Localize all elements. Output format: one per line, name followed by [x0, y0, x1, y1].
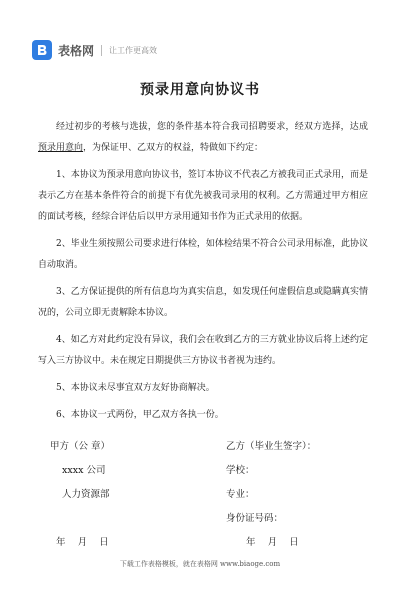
agreement-body	[38, 117, 368, 432]
intro-part1: 经过初步的考核与选拔，您的条件基本符合我司招聘要求，经双方选择，达成	[56, 122, 368, 132]
clause-6: 6、本协议一式两份，甲乙双方各执一份。	[56, 410, 224, 420]
clause-5: 5、本协议未尽事宜双方友好协商解决。	[56, 383, 215, 393]
clause-2: 2、毕业生须按照公司要求进行体检，如体检结果不符合公司录用标准，此协议自动取消。	[38, 239, 368, 270]
party-a-department: 人力资源部	[62, 489, 110, 500]
clause-4: 4、如乙方对此约定没有异议，我们会在收到乙方的三方就业协议后将上述约定写入三方协议中。未在规定日期提供三方协议书者视为违约。	[38, 335, 368, 366]
party-a-heading: 甲方（公 章）	[50, 441, 111, 452]
brand-name: 表格网	[58, 43, 95, 58]
brand-logo	[32, 40, 157, 60]
b-logo-icon	[32, 40, 52, 60]
party-b-date: 年 月 日	[246, 537, 299, 548]
brand-slogan: 让工作更高效	[109, 45, 158, 55]
document-title: 预录用意向协议书	[140, 82, 260, 98]
clause-1: 1、本协议为预录用意向协议书，签订本协议不代表乙方被我司正式录用，而是表示乙方在基本条件符合的前提下有优先被我司录用的权利。乙方需通过甲方相应的面试考核，经综合评估后以甲方录用通知书作为正式录用的依据。	[38, 170, 368, 222]
page-footer: 下载工作表格模板，就在表格网 www.biaoge.com	[119, 560, 281, 568]
brand-divider	[101, 45, 102, 56]
intro-paragraph	[38, 117, 368, 159]
intro-underlined: 预录用意向	[38, 143, 84, 153]
party-b-school: 学校：	[226, 465, 255, 476]
party-b-heading: 乙方（毕业生签字）：	[226, 441, 317, 452]
party-a-company: xxxx 公司	[62, 465, 106, 476]
party-b-major: 专业：	[226, 489, 255, 500]
party-a-date: 年 月 日	[56, 537, 109, 548]
intro-part2: ，为保证甲、乙双方的权益，特做如下约定：	[83, 143, 264, 153]
party-b-id-number: 身份证号码：	[226, 513, 284, 524]
clause-3: 3、乙方保证提供的所有信息均为真实信息，如发现任何虚假信息或隐瞒真实情况的，公司立即无责解除本协议。	[38, 287, 368, 318]
